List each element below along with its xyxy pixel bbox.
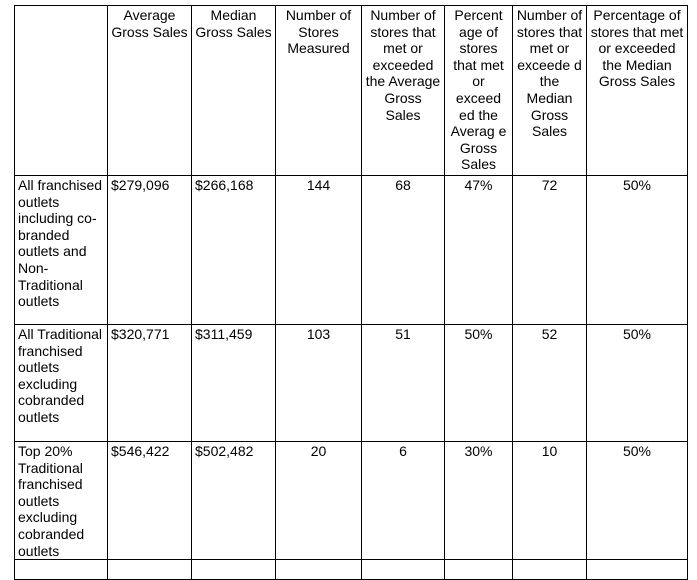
cell-stores-measured: 144 <box>276 176 362 325</box>
cell-median-gross-sales: $266,168 <box>192 176 276 325</box>
cell-average-gross-sales: $320,771 <box>108 325 192 442</box>
row-label: Top 20% Traditional franchised outlets excluding cobranded outlets <box>15 442 108 560</box>
cell-stores-met-median: 52 <box>513 325 587 442</box>
header-percent-met-median: Percentage of stores that met or exceeded the Median Gross Sales <box>587 6 688 176</box>
cell-percent-met-average: 30% <box>445 442 513 560</box>
header-average-gross-sales: Average Gross Sales <box>108 6 192 176</box>
header-row <box>15 6 688 176</box>
cell-percent-met-median: 50% <box>587 176 688 325</box>
row-label: All Traditional franchised outlets excluding cobranded outlets <box>15 325 108 442</box>
cell-stores-met-median: 72 <box>513 176 587 325</box>
table-row <box>15 442 688 560</box>
cell-stores-measured: 20 <box>276 442 362 560</box>
header-stores-met-average: Number of stores that met or exceeded the Average Gross Sales <box>362 6 445 176</box>
cell-average-gross-sales: $279,096 <box>108 176 192 325</box>
table-row <box>15 176 688 325</box>
cell-percent-met-median: 50% <box>587 325 688 442</box>
cell-stores-met-average: 68 <box>362 176 445 325</box>
gross-sales-table <box>14 5 688 580</box>
cell-stores-measured: 103 <box>276 325 362 442</box>
cell-stores-met-median: 10 <box>513 442 587 560</box>
header-blank <box>15 6 108 176</box>
cell-percent-met-average: 50% <box>445 325 513 442</box>
header-median-gross-sales: Median Gross Sales <box>192 6 276 176</box>
cell-median-gross-sales: $502,482 <box>192 442 276 560</box>
cell-average-gross-sales: $546,422 <box>108 442 192 560</box>
header-stores-measured: Number of Stores Measured <box>276 6 362 176</box>
table-row <box>15 325 688 442</box>
header-percent-met-average: Percent age of stores that met or exceed ed the Averag e Gross Sales <box>445 6 513 176</box>
header-stores-met-median: Number of stores that met or exceede d the Median Gross Sales <box>513 6 587 176</box>
cell-stores-met-average: 51 <box>362 325 445 442</box>
cell-percent-met-median: 50% <box>587 442 688 560</box>
cell-median-gross-sales: $311,459 <box>192 325 276 442</box>
cell-percent-met-average: 47% <box>445 176 513 325</box>
cell-stores-met-average: 6 <box>362 442 445 560</box>
row-label: All franchised outlets including co-branded outlets and Non-Traditional outlets <box>15 176 108 325</box>
